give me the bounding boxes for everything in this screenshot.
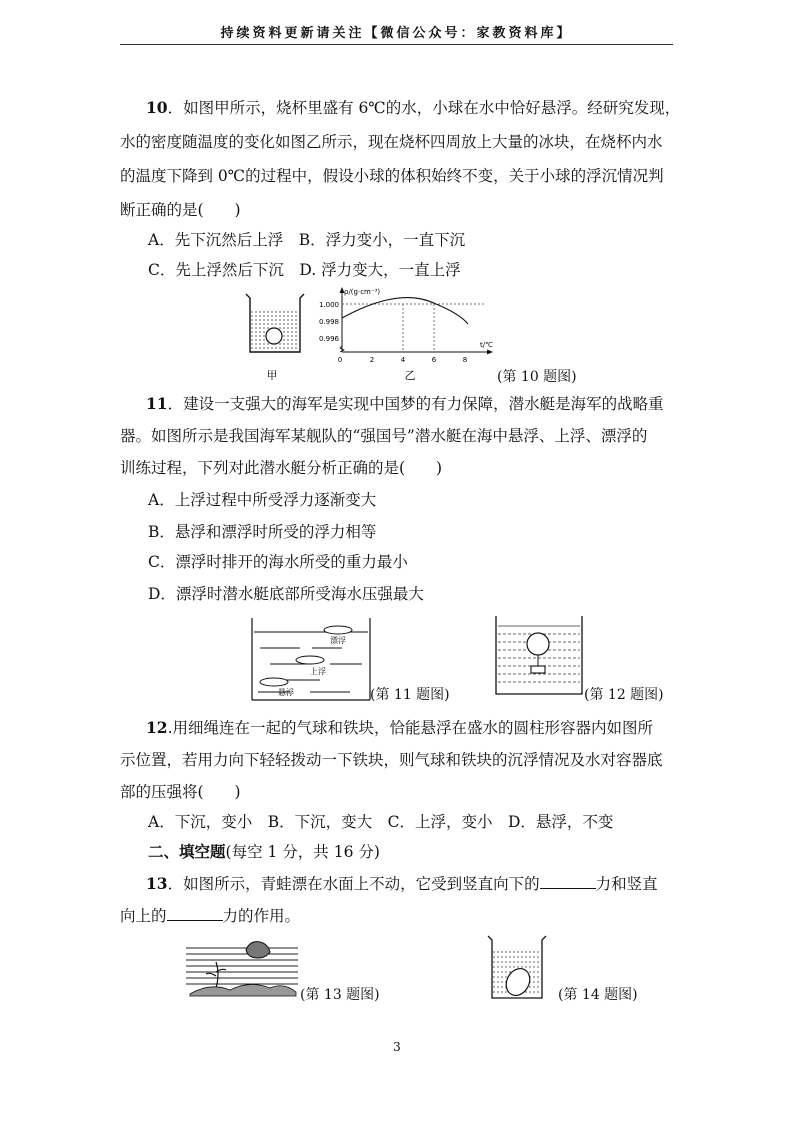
density-chart — [319, 287, 493, 364]
page-header: 持续资料更新请关注【微信公众号：家教资料库】 — [220, 26, 573, 41]
q13-caption: (第 13 题图) — [300, 987, 380, 1003]
q11-line-1 — [146, 394, 664, 414]
q12-number: 12 — [146, 718, 168, 737]
xtick-0: 0 — [337, 356, 343, 364]
q11-option-d: D．漂浮时潜水艇底部所受海水压强最大 — [148, 585, 424, 603]
q10-caption: (第 10 题图) — [497, 369, 577, 385]
page-number: 3 — [393, 1040, 401, 1054]
q12-line-2: 示位置，若用力向下轻轻拨动一下铁块，则气球和铁块的沉浮情况及水对容器底 — [120, 751, 663, 769]
label-jia: 甲 — [266, 369, 278, 382]
beaker-jia — [246, 294, 304, 352]
q13-text-2a: 向上的 — [120, 907, 167, 925]
ball — [266, 328, 282, 344]
section-2-heading — [148, 842, 380, 862]
frog — [246, 942, 270, 958]
section-2-note: (每空 1 分，共 16 分) — [225, 843, 380, 861]
riverbed — [190, 984, 296, 996]
xtick-8: 8 — [462, 356, 468, 364]
xtick-2: 2 — [369, 356, 375, 364]
chart-ylabel: ρ/(g·cm⁻³) — [344, 288, 381, 296]
q11-option-c: C．漂浮时排开的海水所受的重力最小 — [148, 553, 408, 571]
label-rising: 上浮 — [310, 667, 326, 676]
q13-figure — [186, 938, 300, 1000]
label-floating: 漂浮 — [330, 636, 346, 645]
q13-blank-1[interactable] — [540, 874, 596, 889]
label-yi: 乙 — [404, 369, 416, 382]
q10-line-4: 断正确的是( ) — [120, 201, 241, 219]
q12-text-1: .用细绳连在一起的气球和铁块，恰能悬浮在盛水的圆柱形容器内如图所 — [167, 719, 654, 737]
q14-figure — [486, 934, 548, 1002]
iron-block — [531, 666, 545, 673]
q11-text-1: ．建设一支强大的海军是实现中国梦的有力保障，潜水艇是海军的战略重 — [167, 395, 664, 413]
submarine-floating — [324, 626, 352, 634]
q13-text-1a: ．如图所示，青蛙漂在水面上不动，它受到竖直向下的 — [167, 875, 540, 893]
q10-text-1: ．如图甲所示，烧杯里盛有 6℃的水，小球在水中恰好悬浮。经研究发现， — [167, 99, 681, 117]
balloon — [527, 633, 549, 655]
submarine-rising — [296, 656, 324, 664]
q10-line-1 — [146, 98, 680, 118]
q10-figure — [240, 286, 500, 384]
q11-option-b: B．悬浮和漂浮时所受的浮力相等 — [148, 523, 377, 541]
q12-line-1 — [146, 718, 653, 738]
q13-text-1b: 力和竖直 — [595, 875, 658, 893]
q12-options: A．下沉，变小 B．下沉，变大 C．上浮，变小 D．悬浮，不变 — [148, 813, 614, 831]
q13-number: 13 — [146, 874, 168, 893]
q10-option-ab: A．先下沉然后上浮 B．浮力变小，一直下沉 — [148, 231, 466, 249]
ytick-1000: 1.000 — [318, 301, 339, 309]
header-rule — [120, 44, 673, 45]
ytick-0998: 0.998 — [318, 318, 339, 326]
q14-caption: (第 14 题图) — [558, 987, 638, 1003]
q13-text-2b: 力的作用。 — [222, 907, 301, 925]
q11-number: 11 — [146, 394, 168, 413]
q10-line-2: 水的密度随温度的变化如图乙所示，现在烧杯四周放上大量的冰块，在烧杯内水 — [120, 133, 663, 151]
chart-xlabel: t/℃ — [480, 341, 493, 349]
egg — [502, 964, 535, 999]
submarine-suspended — [260, 678, 288, 686]
q13-line-2 — [120, 906, 300, 926]
q13-line-1 — [146, 874, 658, 894]
q10-option-cd: C．先上浮然后下沉 D. 浮力变大，一直上浮 — [148, 261, 461, 279]
density-curve — [342, 298, 468, 324]
q12-figure — [494, 616, 586, 698]
q11-option-a: A．上浮过程中所受浮力逐渐变大 — [148, 491, 377, 509]
q11-line-3: 训练过程，下列对此潜水艇分析正确的是( ) — [120, 459, 443, 477]
q11-caption: (第 11 题图) — [370, 687, 450, 703]
section-2-title: 二、填空题 — [148, 843, 226, 861]
q13-blank-2[interactable] — [167, 906, 223, 921]
q11-line-2: 器。如图所示是我国海军某舰队的“强国号”潜水艇在海中悬浮、上浮、漂浮的 — [120, 427, 648, 445]
q12-caption: (第 12 题图) — [584, 687, 664, 703]
q12-line-3: 部的压强将( ) — [120, 783, 241, 801]
xtick-4: 4 — [400, 356, 406, 364]
q10-line-3: 的温度下降到 0℃的过程中，假设小球的体积始终不变，关于小球的浮沉情况判 — [120, 167, 664, 185]
ytick-0996: 0.996 — [318, 335, 339, 343]
q11-figure — [250, 618, 372, 702]
xtick-6: 6 — [431, 356, 437, 364]
q10-number: 10 — [146, 98, 168, 117]
label-suspended: 悬浮 — [278, 688, 294, 697]
